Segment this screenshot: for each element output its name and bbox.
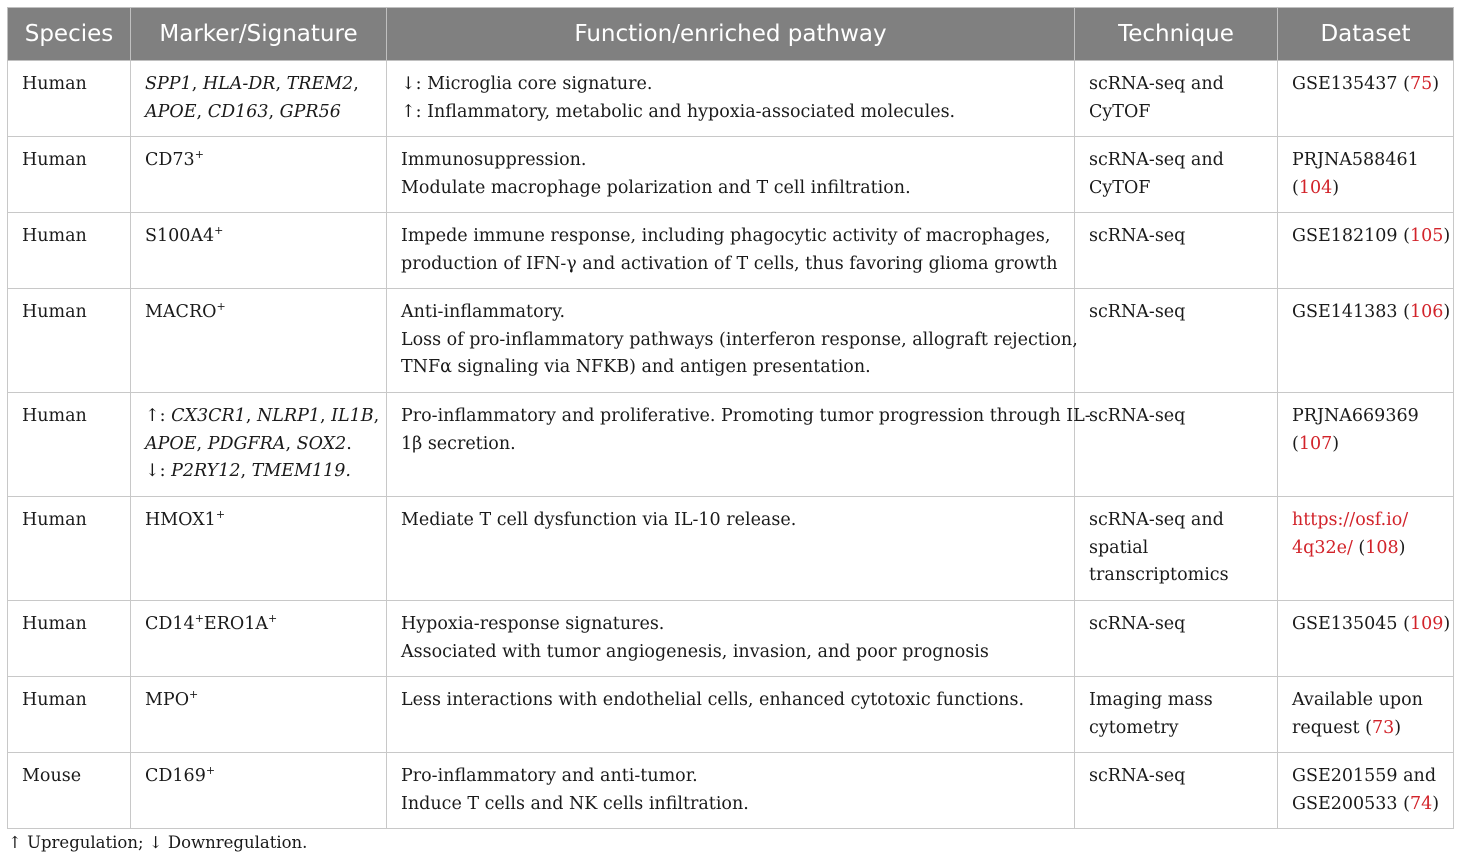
technique-line: scRNA-seq bbox=[1089, 614, 1186, 634]
technique-line: CyTOF bbox=[1089, 177, 1151, 198]
reference-link[interactable]: 107 bbox=[1298, 433, 1333, 454]
table-row bbox=[8, 601, 1454, 677]
header-technique: Technique bbox=[1075, 8, 1278, 61]
function-line: Pro-inflammatory and proliferative. Promoting tumor progression through IL- bbox=[401, 406, 1091, 426]
superscript-plus: + bbox=[205, 764, 216, 777]
dataset-cell bbox=[1278, 677, 1454, 753]
function-cell bbox=[387, 61, 1075, 137]
function-line: ↓: Microglia core signature. bbox=[401, 74, 653, 94]
species-cell bbox=[8, 497, 131, 601]
cell-text: , bbox=[285, 433, 297, 454]
marker-cell bbox=[131, 61, 387, 137]
function-line: Associated with tumor angiogenesis, invasion, and poor prognosis bbox=[401, 641, 989, 662]
cell-text: ( bbox=[1352, 537, 1366, 558]
table-row bbox=[8, 753, 1454, 829]
table-header bbox=[8, 8, 1454, 61]
dataset-cell bbox=[1278, 601, 1454, 677]
reference-link[interactable]: 108 bbox=[1365, 537, 1399, 558]
technique-cell bbox=[1075, 601, 1278, 677]
superscript-plus: + bbox=[194, 612, 204, 625]
header-marker: Marker/Signature bbox=[131, 8, 387, 61]
cell-text: GPR56 bbox=[279, 101, 341, 122]
superscript-plus: + bbox=[194, 148, 204, 161]
function-line: production of IFN-γ and activation of T cells, thus favoring glioma growth bbox=[401, 253, 1058, 274]
marker-cell bbox=[131, 393, 387, 497]
cell-text: , bbox=[373, 406, 380, 426]
table-row bbox=[8, 393, 1454, 497]
cell-text: GSE141383 ( bbox=[1292, 302, 1410, 322]
cell-text: ↑: bbox=[145, 406, 172, 426]
technique-line: cytometry bbox=[1089, 717, 1179, 738]
species-cell bbox=[8, 753, 131, 829]
dataset-line bbox=[1292, 175, 1440, 203]
reference-link[interactable]: 104 bbox=[1298, 177, 1333, 198]
cell-text: . bbox=[345, 461, 351, 481]
function-cell bbox=[387, 213, 1075, 289]
function-cell bbox=[387, 137, 1075, 213]
superscript-plus: + bbox=[215, 508, 226, 521]
table-row bbox=[8, 61, 1454, 137]
species-cell bbox=[8, 677, 131, 753]
cell-text: GSE135437 ( bbox=[1292, 74, 1410, 94]
technique-line: Imaging mass bbox=[1089, 690, 1213, 710]
cell-text: Available upon bbox=[1292, 690, 1423, 710]
dataset-line bbox=[1292, 223, 1451, 251]
table-row bbox=[8, 137, 1454, 213]
marker-cell bbox=[131, 289, 387, 393]
function-line: Mediate T cell dysfunction via IL-10 release. bbox=[401, 510, 797, 530]
function-line: Modulate macrophage polarization and T cell infiltration. bbox=[401, 177, 911, 198]
function-line: TNFα signaling via NFKB) and antigen presentation. bbox=[401, 357, 871, 377]
cell-text: GSE135045 ( bbox=[1292, 614, 1410, 634]
dataset-cell bbox=[1278, 497, 1454, 601]
species-text: Human bbox=[22, 302, 87, 322]
cell-text: HMOX1 bbox=[145, 510, 216, 530]
dataset-line bbox=[1292, 535, 1440, 563]
marker-line bbox=[145, 431, 373, 459]
technique-line: scRNA-seq and bbox=[1089, 74, 1224, 94]
dataset-cell bbox=[1278, 137, 1454, 213]
reference-link[interactable]: 106 bbox=[1409, 302, 1444, 322]
cell-text: ( bbox=[1292, 177, 1299, 198]
technique-line: spatial bbox=[1089, 537, 1149, 558]
function-line: Induce T cells and NK cells infiltration. bbox=[401, 793, 749, 814]
cell-text: ) bbox=[1443, 226, 1451, 246]
cell-text: APOE bbox=[145, 101, 197, 122]
marker-line bbox=[145, 147, 373, 175]
function-line: Immunosuppression. bbox=[401, 150, 587, 170]
technique-cell bbox=[1075, 393, 1278, 497]
cell-text: PRJNA669369 bbox=[1292, 406, 1419, 426]
marker-line bbox=[145, 763, 373, 791]
species-cell bbox=[8, 289, 131, 393]
species-cell bbox=[8, 393, 131, 497]
dataset-line bbox=[1292, 791, 1440, 819]
dataset-cell bbox=[1278, 213, 1454, 289]
cell-text: SOX2 bbox=[296, 433, 347, 454]
dataset-line bbox=[1292, 431, 1440, 459]
reference-link[interactable]: 75 bbox=[1409, 74, 1433, 94]
cell-text: PDGFRA bbox=[207, 433, 286, 454]
function-line: ↑: Inflammatory, metabolic and hypoxia-associated molecules. bbox=[401, 101, 956, 122]
species-cell bbox=[8, 213, 131, 289]
cell-text: CD163 bbox=[207, 101, 269, 122]
cell-text: CD169 bbox=[145, 766, 206, 786]
reference-link[interactable]: 105 bbox=[1409, 226, 1444, 246]
cell-text: , bbox=[353, 74, 359, 94]
cell-text: , bbox=[245, 406, 257, 426]
dataset-url-link[interactable]: https://osf.io/ bbox=[1292, 510, 1409, 530]
table-row bbox=[8, 213, 1454, 289]
cell-text: IL1B bbox=[331, 406, 374, 426]
dataset-cell bbox=[1278, 289, 1454, 393]
cell-text: P2RY12 bbox=[171, 461, 241, 481]
species-text: Human bbox=[22, 226, 87, 246]
marker-line bbox=[145, 507, 373, 535]
technique-cell bbox=[1075, 753, 1278, 829]
cell-text: , bbox=[275, 74, 287, 94]
header-row bbox=[8, 8, 1454, 61]
marker-line bbox=[145, 99, 373, 127]
dataset-line bbox=[1292, 147, 1440, 175]
dataset-line bbox=[1292, 403, 1440, 431]
cell-text: NLRP1 bbox=[256, 406, 320, 426]
species-text: Human bbox=[22, 510, 87, 530]
marker-line bbox=[145, 299, 373, 327]
cell-text: CX3CR1 bbox=[171, 406, 246, 426]
cell-text: . bbox=[346, 433, 352, 454]
technique-cell bbox=[1075, 497, 1278, 601]
marker-cell bbox=[131, 497, 387, 601]
cell-text: PRJNA588461 bbox=[1292, 150, 1419, 170]
technique-cell bbox=[1075, 677, 1278, 753]
species-text: Human bbox=[22, 150, 87, 170]
species-text: Human bbox=[22, 74, 87, 94]
marker-line bbox=[145, 403, 380, 431]
superscript-plus: + bbox=[189, 688, 199, 701]
cell-text: HLA-DR bbox=[202, 74, 276, 94]
function-line: Hypoxia-response signatures. bbox=[401, 614, 665, 634]
data-table bbox=[7, 7, 1454, 829]
technique-cell bbox=[1075, 289, 1278, 393]
dataset-line bbox=[1292, 299, 1451, 327]
marker-line bbox=[145, 458, 373, 486]
cell-text: ) bbox=[1443, 302, 1451, 322]
function-line: Impede immune response, including phagocytic activity of macrophages, bbox=[401, 226, 1051, 246]
function-cell bbox=[387, 677, 1075, 753]
table-row bbox=[8, 497, 1454, 601]
species-cell bbox=[8, 61, 131, 137]
technique-line: scRNA-seq and bbox=[1089, 150, 1224, 170]
cell-text: GSE201559 and bbox=[1292, 766, 1437, 786]
technique-line: CyTOF bbox=[1089, 101, 1151, 122]
header-function: Function/enriched pathway bbox=[387, 8, 1075, 61]
technique-cell bbox=[1075, 137, 1278, 213]
cell-text: ) bbox=[1332, 177, 1340, 198]
dataset-line bbox=[1292, 611, 1451, 639]
function-cell bbox=[387, 289, 1078, 393]
dataset-line bbox=[1292, 715, 1440, 743]
marker-cell bbox=[131, 213, 387, 289]
cell-text: ERO1A bbox=[203, 614, 268, 634]
cell-text: SPP1 bbox=[145, 74, 192, 94]
function-line: Pro-inflammatory and anti-tumor. bbox=[401, 766, 698, 786]
cell-text: , bbox=[268, 101, 280, 122]
species-text: Human bbox=[22, 614, 87, 634]
marker-line bbox=[145, 611, 373, 639]
cell-text: request ( bbox=[1292, 717, 1372, 738]
technique-cell bbox=[1075, 61, 1278, 137]
cell-text: , bbox=[191, 74, 203, 94]
reference-link[interactable]: 73 bbox=[1371, 717, 1395, 738]
function-line: Loss of pro-inflammatory pathways (interferon response, allograft rejection, bbox=[401, 329, 1078, 350]
superscript-plus: + bbox=[268, 612, 278, 625]
cell-text: MPO bbox=[145, 690, 190, 710]
function-line: Less interactions with endothelial cells, enhanced cytotoxic functions. bbox=[401, 690, 1025, 710]
header-dataset: Dataset bbox=[1278, 8, 1454, 61]
cell-text: S100A4 bbox=[145, 226, 215, 246]
dataset-url-link[interactable]: 4q32e/ bbox=[1292, 537, 1353, 558]
header-species: Species bbox=[8, 8, 131, 61]
dataset-line bbox=[1292, 687, 1440, 715]
marker-line bbox=[145, 71, 373, 99]
technique-line: scRNA-seq bbox=[1089, 406, 1186, 426]
marker-cell bbox=[131, 137, 387, 213]
cell-text: APOE bbox=[145, 433, 197, 454]
species-text: Mouse bbox=[22, 766, 82, 786]
species-cell bbox=[8, 601, 131, 677]
cell-text: , bbox=[319, 406, 332, 426]
table-footnote: ↑ Upregulation; ↓ Downregulation. bbox=[8, 833, 308, 852]
function-cell bbox=[387, 497, 1075, 601]
species-text: Human bbox=[22, 690, 87, 710]
cell-text: ) bbox=[1432, 74, 1440, 94]
cell-text: ) bbox=[1398, 537, 1406, 558]
cell-text: MACRO bbox=[145, 302, 217, 322]
cell-text: ↓: bbox=[145, 461, 172, 481]
cell-text: , bbox=[240, 461, 252, 481]
function-line: Anti-inflammatory. bbox=[401, 302, 566, 322]
function-line: 1β secretion. bbox=[401, 433, 516, 454]
dataset-line bbox=[1292, 71, 1440, 99]
cell-text: ) bbox=[1443, 614, 1451, 634]
cell-text: ) bbox=[1332, 433, 1340, 454]
technique-line: scRNA-seq and bbox=[1089, 510, 1224, 530]
marker-line bbox=[145, 687, 373, 715]
function-cell bbox=[387, 753, 1075, 829]
superscript-plus: + bbox=[216, 300, 226, 313]
table-row bbox=[8, 677, 1454, 753]
dataset-line bbox=[1292, 763, 1440, 791]
cell-text: TMEM119 bbox=[251, 461, 346, 481]
cell-text: ) bbox=[1394, 717, 1402, 738]
marker-cell bbox=[131, 753, 387, 829]
function-cell bbox=[387, 601, 1075, 677]
cell-text: ( bbox=[1292, 433, 1299, 454]
marker-cell bbox=[131, 601, 387, 677]
technique-line: scRNA-seq bbox=[1089, 302, 1186, 322]
cell-text: GSE182109 ( bbox=[1292, 226, 1410, 246]
reference-link[interactable]: 109 bbox=[1409, 614, 1444, 634]
dataset-cell bbox=[1278, 61, 1454, 137]
cell-text: ) bbox=[1432, 793, 1440, 814]
technique-cell bbox=[1075, 213, 1278, 289]
technique-line: scRNA-seq bbox=[1089, 766, 1186, 786]
cell-text: GSE200533 ( bbox=[1292, 793, 1410, 814]
cell-text: TREM2 bbox=[286, 74, 354, 94]
marker-line bbox=[145, 223, 373, 251]
species-cell bbox=[8, 137, 131, 213]
dataset-line bbox=[1292, 507, 1440, 535]
technique-line: scRNA-seq bbox=[1089, 226, 1186, 246]
cell-text: CD73 bbox=[145, 150, 195, 170]
function-cell bbox=[387, 393, 1091, 497]
marker-cell bbox=[131, 677, 387, 753]
superscript-plus: + bbox=[214, 224, 224, 237]
dataset-cell bbox=[1278, 393, 1454, 497]
table-body bbox=[8, 61, 1454, 829]
dataset-cell bbox=[1278, 753, 1454, 829]
cell-text: , bbox=[196, 101, 208, 122]
technique-line: transcriptomics bbox=[1089, 565, 1229, 585]
cell-text: , bbox=[196, 433, 208, 454]
species-text: Human bbox=[22, 406, 87, 426]
reference-link[interactable]: 74 bbox=[1409, 793, 1433, 814]
table-row bbox=[8, 289, 1454, 393]
cell-text: CD14 bbox=[145, 614, 195, 634]
